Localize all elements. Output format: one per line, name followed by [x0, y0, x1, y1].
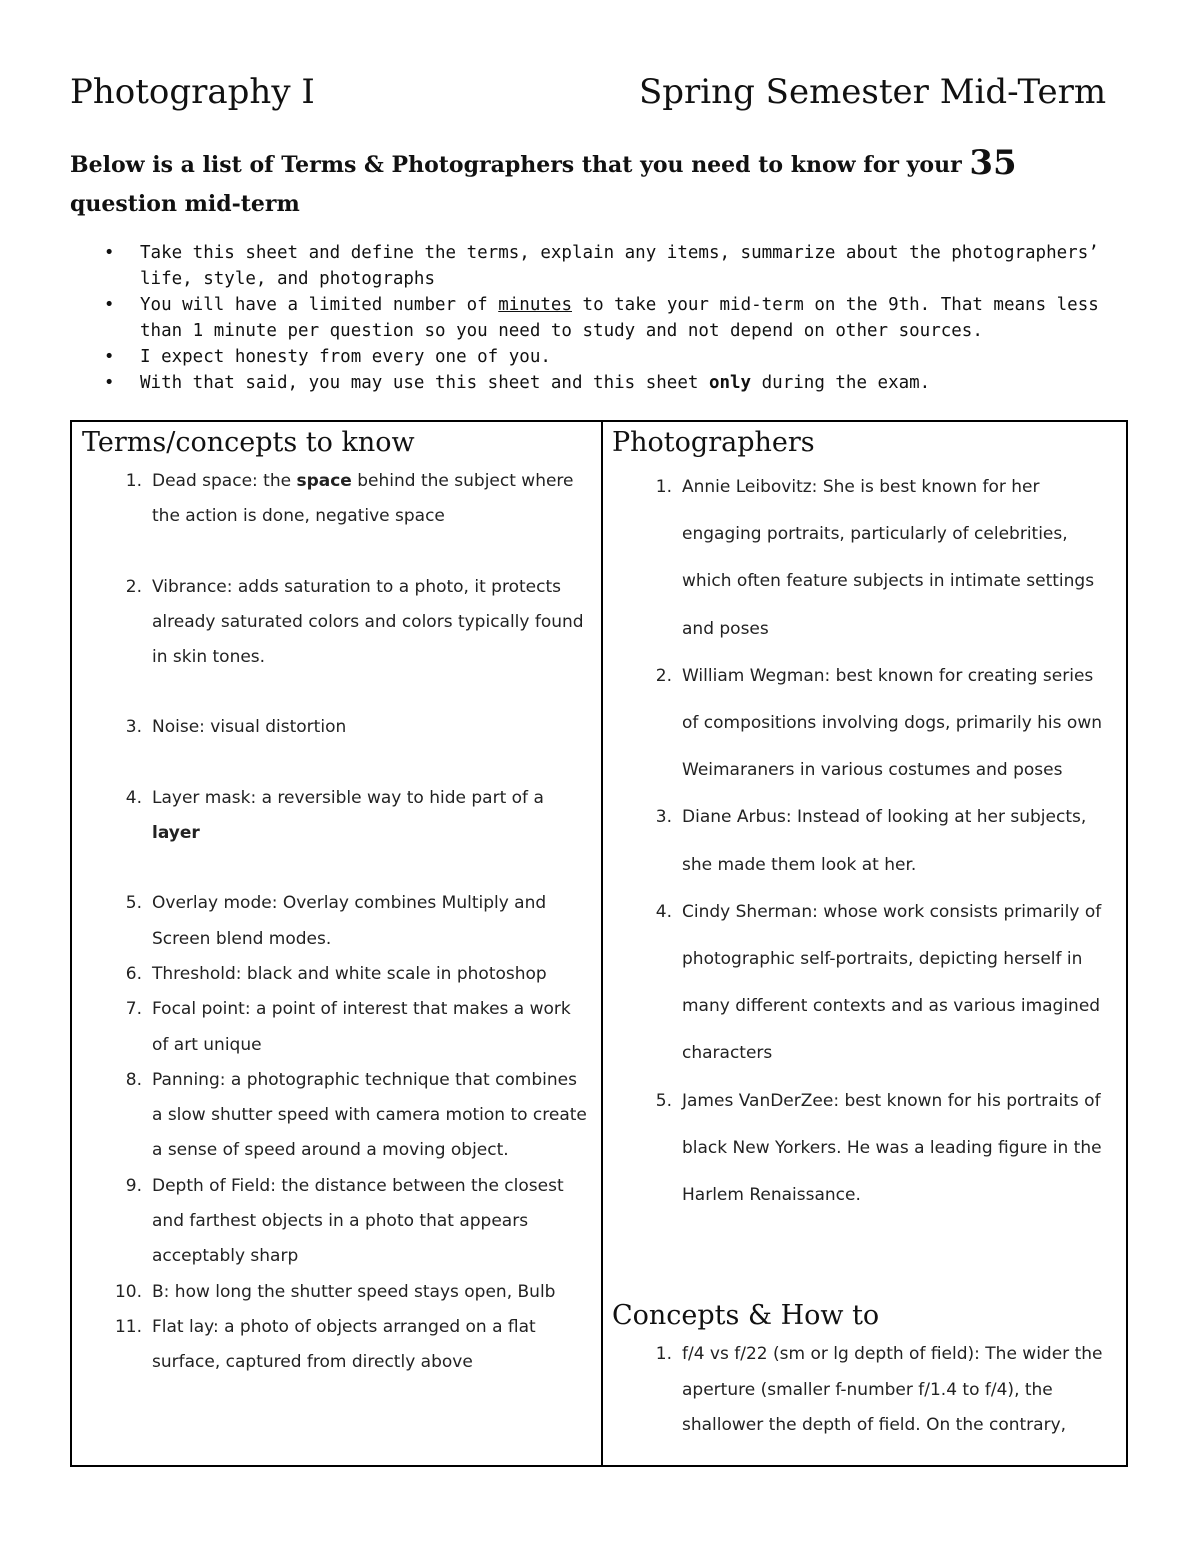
item-number: 11. [114, 1316, 142, 1337]
item-number: 8. [125, 1069, 142, 1090]
photographer-item [612, 1078, 1114, 1220]
concept-text: f/4 vs f/22 (sm or lg depth of field): The wider the aperture (smaller f-number f/1.4 to f/4), the shallower the depth of field. On the contrary, [682, 1344, 1103, 1435]
term-item [82, 781, 589, 852]
photographers-column [603, 422, 1126, 1465]
intro-text-1: Below is a list of [70, 152, 282, 178]
instruction-item [100, 240, 1130, 292]
concept-item [612, 1337, 1114, 1443]
item-number: 5. [655, 1090, 672, 1111]
instruction-text: Take this sheet and define the terms, explain any items, summarize about the photographers’ life, style, and photographs [140, 243, 1099, 289]
term-text: Overlay mode: Overlay combines Multiply and Screen blend modes. [152, 893, 547, 949]
term-text: B: how long the shutter speed stays open, Bulb [152, 1281, 556, 1302]
exam-title: Spring Semester Mid-Term [639, 72, 1107, 112]
terms-column [72, 422, 601, 1465]
concepts-heading: Concepts & How to [612, 1300, 880, 1332]
photographer-item [612, 653, 1114, 795]
item-number: 3. [655, 807, 672, 828]
concepts-list [612, 1337, 1114, 1443]
term-item [82, 570, 589, 676]
term-text: Layer mask: a reversible way to hide part of a [152, 787, 544, 808]
term-item [82, 1169, 589, 1275]
intro-bold-text: Terms & Photographers [281, 152, 575, 178]
question-count: 35 [969, 143, 1017, 183]
item-number: 2. [125, 576, 142, 597]
photographers-heading: Photographers [612, 427, 815, 458]
term-item [82, 464, 589, 535]
term-text: Focal point: a point of interest that makes a work of art unique [152, 999, 571, 1055]
intro-text-3: question mid-term [70, 191, 300, 217]
instruction-item [100, 292, 1130, 344]
instruction-text: With that said, you may use this sheet and this sheet [140, 373, 709, 393]
term-text: behind the subject where the action is done, negative space [152, 471, 574, 527]
term-item [82, 1063, 589, 1169]
term-text: Threshold: black and white scale in photoshop [152, 963, 547, 984]
photographer-item [612, 794, 1114, 888]
item-number: 7. [125, 999, 142, 1020]
instruction-text: to take your mid-term on the 9th. That means less than 1 minute per question so you need to study and not depend on other sources. [140, 295, 1099, 341]
item-number: 5. [125, 893, 142, 914]
photographer-item [612, 889, 1114, 1078]
terms-heading: Terms/concepts to know [82, 427, 415, 458]
term-item [82, 1310, 589, 1381]
item-number: 6. [125, 963, 142, 984]
photographer-item [612, 464, 1114, 653]
item-number: 4. [655, 901, 672, 922]
term-item [82, 1275, 589, 1310]
photographer-text: William Wegman: best known for creating series of compositions involving dogs, primarily his own Weimaraners in various costumes and poses [682, 665, 1102, 781]
photographer-text: Cindy Sherman: whose work consists primarily of photographic self-portraits, depicting herself in many different contexts and as various imagined characters [682, 901, 1102, 1064]
instruction-text: during the exam. [751, 373, 931, 393]
term-text: Panning: a photographic technique that combines a slow shutter speed with camera motion to create a sense of speed around a moving object. [152, 1069, 587, 1161]
instruction-item [100, 370, 1130, 396]
item-number: 4. [125, 787, 142, 808]
item-number: 1. [125, 471, 142, 491]
term-bold: space [296, 471, 352, 491]
instruction-text: You will have a limited number of [140, 295, 499, 315]
term-item [82, 957, 589, 992]
intro-text-2: that you need to know for your [574, 152, 970, 178]
term-bold: layer [152, 823, 200, 844]
intro-paragraph [70, 144, 1140, 224]
instruction-list [100, 240, 1130, 396]
underlined-blank: minutes [498, 295, 572, 315]
item-number: 9. [125, 1175, 142, 1196]
instruction-text: I expect honesty from every one of you. [140, 347, 551, 367]
term-text: Depth of Field: the distance between the closest and farthest objects in a photo that appears acceptably sharp [152, 1175, 564, 1267]
instruction-item [100, 344, 1130, 370]
photographers-list [612, 464, 1114, 1219]
photographer-text: Annie Leibovitz: She is best known for her engaging portraits, particularly of celebrities, which often feature subjects in intimate settings and poses [682, 477, 1095, 639]
term-item [82, 886, 589, 957]
study-table [70, 420, 1128, 1467]
term-text: Noise: visual distortion [152, 717, 347, 738]
photographer-text: Diane Arbus: Instead of looking at her subjects, she made them look at her. [682, 807, 1087, 875]
item-number: 10. [114, 1281, 142, 1302]
term-text: Vibrance: adds saturation to a photo, it protects already saturated colors and colors typically found in skin tones. [152, 576, 584, 668]
terms-list [82, 464, 589, 1381]
photographer-text: James VanDerZee: best known for his portraits of black New Yorkers. He was a leading figure in the Harlem Renaissance. [682, 1090, 1102, 1206]
term-text: Dead space: the [152, 471, 297, 491]
item-number: 3. [125, 717, 142, 738]
term-item [82, 992, 589, 1063]
instruction-bold: only [708, 373, 752, 393]
term-item [82, 710, 589, 745]
item-number: 1. [655, 1344, 672, 1365]
item-number: 1. [655, 477, 672, 497]
item-number: 2. [655, 665, 672, 686]
term-text: Flat lay: a photo of objects arranged on a flat surface, captured from directly above [152, 1316, 536, 1373]
course-title: Photography I [70, 72, 315, 112]
